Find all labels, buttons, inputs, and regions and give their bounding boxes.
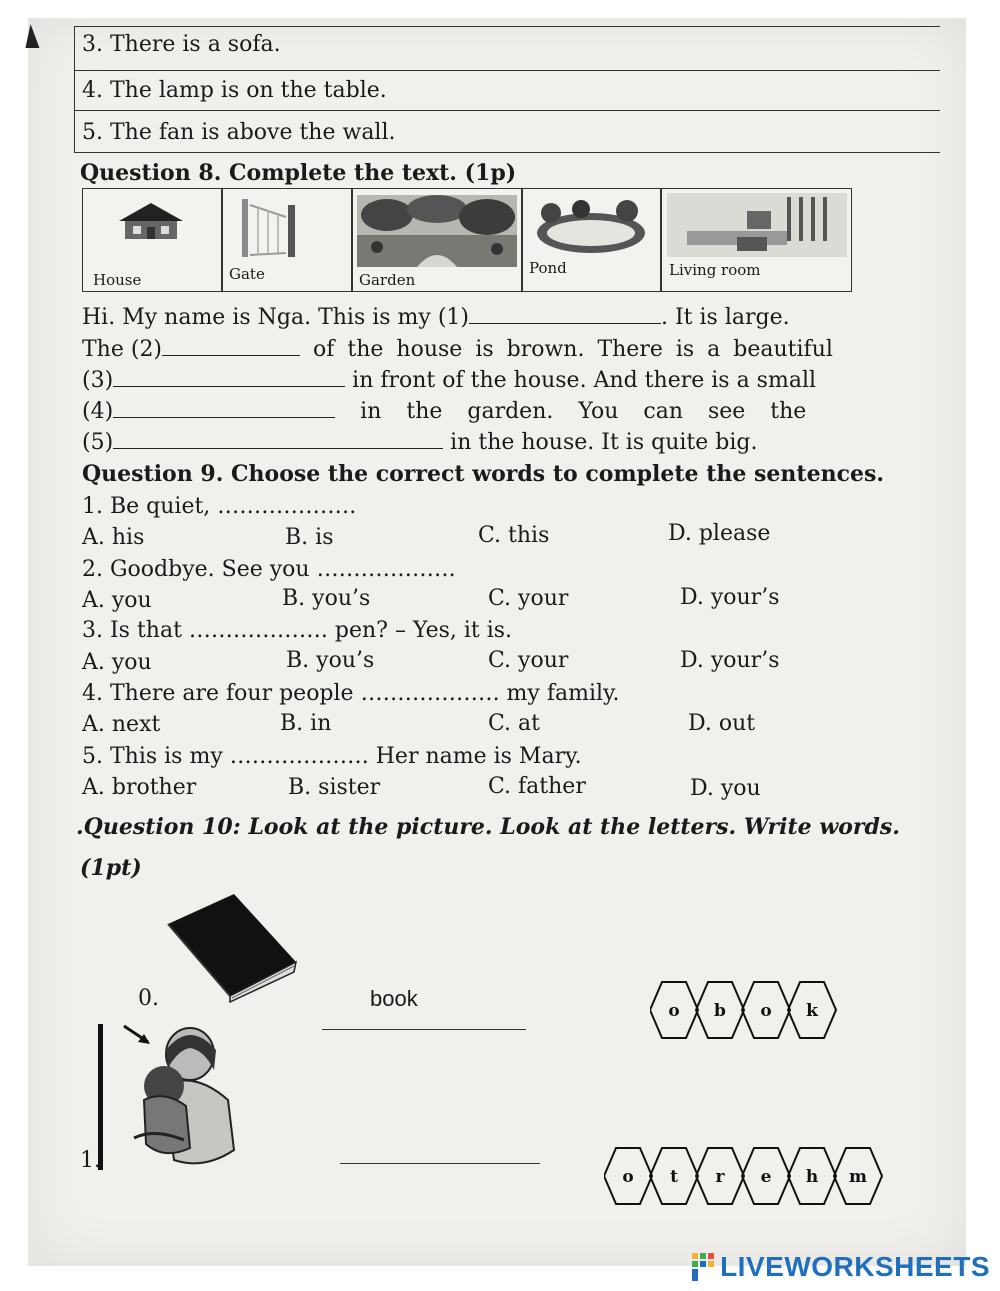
letter-tile — [650, 982, 698, 1038]
letter-tile — [696, 982, 744, 1038]
q9-option-5b[interactable]: B. sister — [288, 775, 381, 800]
q9-stem-5: 5. This is my ………………. Her name is Mary. — [82, 744, 582, 769]
mother-hug-picture — [94, 1020, 244, 1170]
q8-line-3: (3) in front of the house. And there is a small — [82, 368, 817, 393]
q8-line-2: The (2) of the house is brown. There is a beautiful — [82, 337, 833, 362]
letters-row-1 — [604, 1140, 894, 1212]
table-rule — [74, 26, 940, 27]
letter-tile — [604, 1148, 652, 1204]
letter-tile-text: e — [760, 1167, 772, 1187]
gate-picture — [238, 195, 308, 265]
letter-tile-text: k — [806, 1001, 818, 1021]
table-left-border — [74, 26, 75, 152]
house-picture — [111, 199, 191, 244]
blank-1[interactable] — [469, 303, 661, 324]
garden-picture — [357, 195, 517, 267]
living-room-picture — [667, 193, 847, 257]
letter-tile-text: o — [760, 1001, 772, 1021]
q9-stem-1: 1. Be quiet, ………………. — [82, 494, 357, 519]
letter-tile — [742, 1148, 790, 1204]
letter-tile-text: t — [670, 1167, 678, 1187]
letter-tile-text: o — [622, 1167, 634, 1187]
q9-option-4c[interactable]: C. at — [488, 711, 540, 736]
letter-tile — [788, 982, 836, 1038]
q9-option-3c[interactable]: C. your — [488, 648, 569, 673]
question-8-heading: Question 8. Complete the text. (1p) — [80, 160, 517, 186]
q9-option-4d[interactable]: D. out — [688, 711, 756, 736]
q9-stem-3: 3. Is that ………………. pen? – Yes, it is. — [82, 618, 513, 643]
table-rule — [74, 70, 940, 71]
example-number: 0. — [138, 986, 159, 1011]
q9-option-2a[interactable]: A. you — [82, 588, 152, 613]
q9-option-5d[interactable]: D. you — [690, 776, 761, 801]
q9-option-5c[interactable]: C. father — [488, 774, 586, 799]
sentence-row-5: 5. The fan is above the wall. — [82, 120, 396, 145]
letter-tile — [742, 982, 790, 1038]
q9-option-3a[interactable]: A. you — [82, 650, 152, 675]
q9-option-1d[interactable]: D. please — [668, 521, 771, 546]
picture-table — [82, 188, 852, 292]
item-1-number: 1. — [80, 1148, 101, 1173]
q9-option-1a[interactable]: A. his — [82, 525, 145, 550]
q9-option-4b[interactable]: B. in — [280, 711, 332, 736]
caption-house: House — [93, 271, 142, 289]
blank-4[interactable] — [113, 397, 335, 418]
caption-gate: Gate — [229, 265, 265, 283]
item-1-answer-line[interactable] — [340, 1163, 540, 1164]
sentence-row-4: 4. The lamp is on the table. — [82, 78, 387, 103]
q9-option-2b[interactable]: B. you’s — [282, 586, 371, 611]
q9-option-2d[interactable]: D. your’s — [680, 585, 780, 610]
caption-garden: Garden — [359, 271, 416, 289]
question-10-points: (1pt) — [80, 855, 142, 881]
blank-3[interactable] — [113, 366, 345, 387]
q9-option-2c[interactable]: C. your — [488, 586, 569, 611]
question-9-heading: Question 9. Choose the correct words to complete the sentences. — [82, 461, 885, 487]
sentence-row-3: 3. There is a sofa. — [82, 32, 281, 57]
book-picture — [164, 892, 300, 1004]
q8-line-4: (4) in the garden. You can see the — [82, 399, 807, 424]
question-10-heading: .Question 10: Look at the picture. Look at the letters. Write words. — [76, 814, 900, 840]
letter-tile — [696, 1148, 744, 1204]
pond-picture — [531, 197, 651, 257]
letter-tile — [834, 1148, 882, 1204]
q9-stem-2: 2. Goodbye. See you ………………. — [82, 557, 456, 582]
example-answer: book — [370, 986, 418, 1011]
caption-living-room: Living room — [669, 261, 761, 279]
example-answer-line — [322, 1029, 526, 1030]
caption-pond: Pond — [529, 259, 567, 277]
letter-tile-text: o — [668, 1001, 680, 1021]
letter-tile-text: b — [714, 1001, 726, 1021]
liveworksheets-logo: LIVEWORKSHEETS — [692, 1251, 990, 1283]
letter-tile — [788, 1148, 836, 1204]
blank-5[interactable] — [113, 428, 443, 449]
q9-option-4a[interactable]: A. next — [82, 712, 161, 737]
letter-tile-text: m — [849, 1167, 867, 1187]
q9-option-1c[interactable]: C. this — [478, 523, 550, 548]
letter-tile-text: h — [805, 1167, 819, 1187]
q9-option-5a[interactable]: A. brother — [82, 775, 197, 800]
letters-row-0 — [650, 974, 846, 1046]
logo-mark-icon — [692, 1253, 716, 1281]
q9-option-1b[interactable]: B. is — [285, 525, 334, 550]
letter-tile — [650, 1148, 698, 1204]
blank-2[interactable] — [162, 335, 300, 356]
table-rule — [74, 152, 940, 153]
q9-option-3b[interactable]: B. you’s — [286, 648, 375, 673]
q9-option-3d[interactable]: D. your’s — [680, 648, 780, 673]
table-rule — [74, 110, 940, 111]
q8-line-5: (5) in the house. It is quite big. — [82, 430, 758, 455]
q9-stem-4: 4. There are four people ………………. my family. — [82, 681, 620, 706]
letter-tile-text: r — [715, 1167, 725, 1187]
q8-line-1: Hi. My name is Nga. This is my (1) . It is large. — [82, 305, 790, 330]
